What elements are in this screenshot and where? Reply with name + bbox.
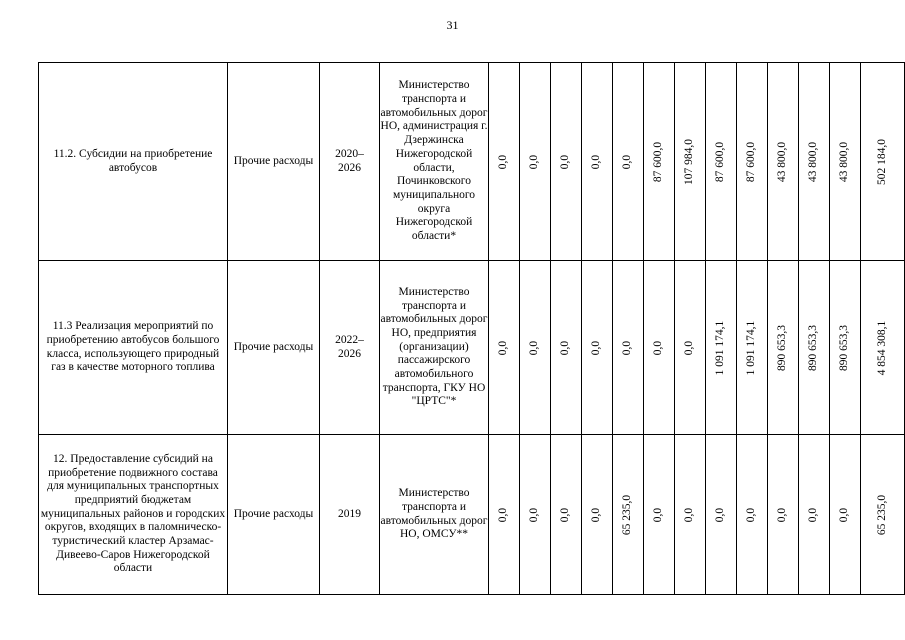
value-cell [644,261,675,435]
value-text: 87 600,0 [745,141,758,182]
value-text: 65 235,0 [621,494,634,535]
value-text: 43 800,0 [776,141,789,182]
value-cell [675,63,706,261]
value-cell [551,435,582,595]
value-text: 0,0 [497,340,510,355]
value-cell [644,435,675,595]
period-cell: 2022– 2026 [320,261,380,435]
value-text: 0,0 [683,507,696,522]
value-text: 0,0 [497,154,510,169]
value-text: 1 091 174,1 [745,320,758,375]
value-text: 43 800,0 [807,141,820,182]
executor-cell: Министерство транспорта и автомобильных дорог НО, ОМСУ** [380,435,489,595]
value-text: 65 235,0 [875,494,888,535]
value-text: 87 600,0 [652,141,665,182]
value-cell [799,63,830,261]
value-cell [520,435,551,595]
value-text: 890 653,3 [838,324,851,371]
value-text: 107 984,0 [683,138,696,185]
value-cell [489,435,520,595]
executor-cell: Министерство транспорта и автомобильных дорог НО, предприятия (организации) пассажирского автомобильного транспорта, ГКУ НО "ЦРТС"* [380,261,489,435]
table-row [39,63,905,261]
value-cell [675,261,706,435]
value-text: 0,0 [559,507,572,522]
value-text: 1 091 174,1 [714,320,727,375]
value-cell [737,261,768,435]
value-text: 0,0 [590,507,603,522]
value-text: 0,0 [683,340,696,355]
measure-name-cell: 11.3 Реализация мероприятий по приобретению автобусов большого класса, использующего природный газ в качестве моторного топлива [39,261,228,435]
value-text: 0,0 [776,507,789,522]
value-cell [799,261,830,435]
value-text: 0,0 [621,340,634,355]
value-cell [830,261,861,435]
measure-name-cell: 11.2. Субсидии на приобретение автобусов [39,63,228,261]
period-cell: 2020– 2026 [320,63,380,261]
value-text: 0,0 [528,340,541,355]
total-value-cell [861,63,905,261]
value-cell [706,435,737,595]
value-text: 0,0 [745,507,758,522]
value-text: 0,0 [652,507,665,522]
value-text: 0,0 [590,154,603,169]
table-row [39,435,905,595]
value-text: 43 800,0 [838,141,851,182]
value-cell [582,435,613,595]
value-text: 0,0 [528,154,541,169]
executor-cell: Министерство транспорта и автомобильных дорог НО, администрация г. Дзержинска Нижегородской области, Починковского муниципального округа Нижегородской области* [380,63,489,261]
value-cell [706,63,737,261]
value-text: 0,0 [497,507,510,522]
measure-name-cell: 12. Предоставление субсидий на приобретение подвижного состава для муниципальных транспортных предприятий бюджетам муниципальных районов и городских округов, входящих в паломническо-туристический кластер Арзамас-Дивеево-Саров Нижегородской области [39,435,228,595]
value-cell [582,261,613,435]
value-cell [489,63,520,261]
page-number: 31 [446,18,459,32]
value-text: 87 600,0 [714,141,727,182]
value-text: 0,0 [590,340,603,355]
value-text: 0,0 [807,507,820,522]
period-cell: 2019 [320,435,380,595]
value-cell [551,63,582,261]
value-cell [675,435,706,595]
value-cell [768,261,799,435]
total-value-cell [861,435,905,595]
value-cell [520,63,551,261]
value-text: 0,0 [714,507,727,522]
value-cell [582,63,613,261]
value-text: 0,0 [621,154,634,169]
value-text: 890 653,3 [776,324,789,371]
value-cell [644,63,675,261]
value-cell [520,261,551,435]
value-cell [768,63,799,261]
value-text: 890 653,3 [807,324,820,371]
total-value-cell [861,261,905,435]
value-cell [706,261,737,435]
expense-type-cell: Прочие расходы [228,261,320,435]
value-text: 0,0 [652,340,665,355]
value-cell [768,435,799,595]
value-text: 0,0 [559,154,572,169]
value-cell [830,63,861,261]
value-cell [737,63,768,261]
value-cell [613,63,644,261]
value-cell [613,435,644,595]
value-text: 0,0 [559,340,572,355]
value-cell [799,435,830,595]
value-text: 0,0 [528,507,541,522]
budget-table [38,62,905,595]
expense-type-cell: Прочие расходы [228,63,320,261]
value-cell [830,435,861,595]
table-row [39,261,905,435]
value-cell [613,261,644,435]
value-cell [489,261,520,435]
value-text: 4 854 308,1 [875,320,888,375]
expense-type-cell: Прочие расходы [228,435,320,595]
value-cell [737,435,768,595]
value-text: 502 184,0 [875,138,888,185]
value-text: 0,0 [838,507,851,522]
value-cell [551,261,582,435]
